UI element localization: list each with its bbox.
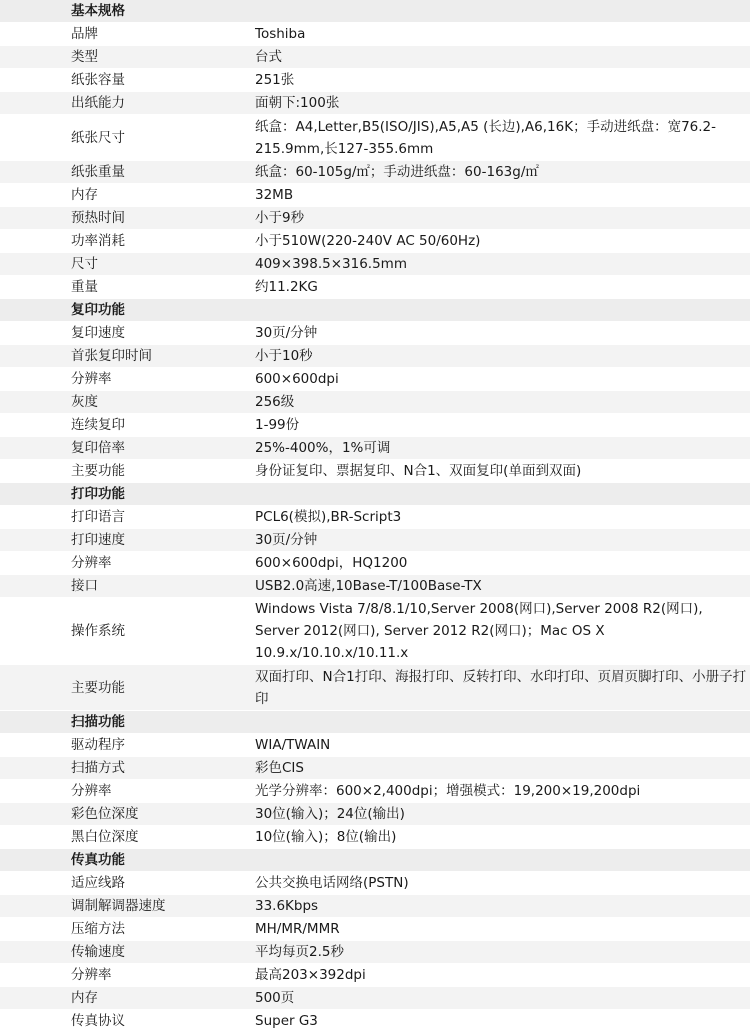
spec-label: 内存 — [0, 184, 251, 207]
spec-label: 类型 — [0, 46, 251, 69]
spec-value: 30页/分钟 — [251, 322, 750, 345]
spec-value: 小于9秒 — [251, 207, 750, 230]
spec-row — [0, 1010, 750, 1033]
spec-row — [0, 575, 750, 598]
spec-label: 品牌 — [0, 23, 251, 46]
spec-row — [0, 964, 750, 987]
section-title: 复印功能 — [0, 299, 251, 322]
spec-label: 内存 — [0, 987, 251, 1010]
section-title: 基本规格 — [0, 0, 251, 23]
spec-label: 纸张容量 — [0, 69, 251, 92]
spec-value: 251张 — [251, 69, 750, 92]
spec-row — [0, 780, 750, 803]
spec-label: 适应线路 — [0, 872, 251, 895]
spec-value: 约11.2KG — [251, 276, 750, 299]
spec-value: Windows Vista 7/8/8.1/10,Server 2008(网口),Server 2008 R2(网口), Server 2012(网口), Server 2012 R2(网口)；Mac OS X 10.9.x/10.10.x/10.11.x — [251, 598, 750, 665]
section-header — [0, 711, 750, 734]
spec-label: 打印速度 — [0, 529, 251, 552]
spec-row — [0, 941, 750, 964]
spec-value: 平均每页2.5秒 — [251, 941, 750, 964]
spec-value: MH/MR/MMR — [251, 918, 750, 941]
spec-label: 复印倍率 — [0, 437, 251, 460]
spec-row — [0, 23, 750, 46]
spec-value: 小于10秒 — [251, 345, 750, 368]
spec-label: 黑白位深度 — [0, 826, 251, 849]
spec-value: 彩色CIS — [251, 757, 750, 780]
spec-value: 25%-400%，1%可调 — [251, 437, 750, 460]
spec-value: 台式 — [251, 46, 750, 69]
spec-row — [0, 803, 750, 826]
spec-value: 600×600dpi，HQ1200 — [251, 552, 750, 575]
spec-value: WIA/TWAIN — [251, 734, 750, 757]
section-header-filler — [251, 483, 750, 506]
spec-row — [0, 161, 750, 184]
spec-label: 首张复印时间 — [0, 345, 251, 368]
spec-row — [0, 598, 750, 665]
spec-value: 10位(输入)；8位(输出) — [251, 826, 750, 849]
spec-label: 分辨率 — [0, 780, 251, 803]
spec-row — [0, 230, 750, 253]
spec-value: 纸盒：60-105g/㎡；手动进纸盘：60-163g/㎡ — [251, 161, 750, 184]
spec-row — [0, 665, 750, 711]
spec-label: 出纸能力 — [0, 92, 251, 115]
spec-label: 传真协议 — [0, 1010, 251, 1033]
spec-value: 33.6Kbps — [251, 895, 750, 918]
section-header — [0, 849, 750, 872]
spec-value: 双面打印、N合1打印、海报打印、反转打印、水印打印、页眉页脚打印、小册子打印 — [251, 665, 750, 711]
spec-label: 灰度 — [0, 391, 251, 414]
section-header — [0, 0, 750, 23]
spec-row — [0, 757, 750, 780]
spec-label: 分辨率 — [0, 368, 251, 391]
spec-value: 小于510W(220-240V AC 50/60Hz) — [251, 230, 750, 253]
spec-label: 主要功能 — [0, 665, 251, 711]
spec-label: 分辨率 — [0, 964, 251, 987]
section-header-filler — [251, 0, 750, 23]
spec-row — [0, 437, 750, 460]
spec-value: 30位(输入)；24位(输出) — [251, 803, 750, 826]
spec-row — [0, 345, 750, 368]
spec-label: 调制解调器速度 — [0, 895, 251, 918]
section-header — [0, 299, 750, 322]
spec-row — [0, 552, 750, 575]
spec-label: 操作系统 — [0, 598, 251, 665]
spec-label: 尺寸 — [0, 253, 251, 276]
spec-value: 光学分辨率：600×2,400dpi；增强模式：19,200×19,200dpi — [251, 780, 750, 803]
spec-value: 32MB — [251, 184, 750, 207]
spec-value: Toshiba — [251, 23, 750, 46]
spec-row — [0, 987, 750, 1010]
section-header-filler — [251, 711, 750, 734]
section-header — [0, 483, 750, 506]
spec-value: 公共交换电话网络(PSTN) — [251, 872, 750, 895]
spec-value: 409×398.5×316.5mm — [251, 253, 750, 276]
spec-label: 压缩方法 — [0, 918, 251, 941]
spec-row — [0, 207, 750, 230]
section-header-filler — [251, 299, 750, 322]
spec-value: 256级 — [251, 391, 750, 414]
spec-row — [0, 460, 750, 483]
spec-row — [0, 253, 750, 276]
spec-value: Super G3 — [251, 1010, 750, 1033]
spec-row — [0, 92, 750, 115]
spec-value: 面朝下:100张 — [251, 92, 750, 115]
spec-label: 打印语言 — [0, 506, 251, 529]
spec-value: 30页/分钟 — [251, 529, 750, 552]
spec-value: 1-99份 — [251, 414, 750, 437]
spec-row — [0, 414, 750, 437]
spec-label: 主要功能 — [0, 460, 251, 483]
spec-label: 分辨率 — [0, 552, 251, 575]
spec-label: 纸张尺寸 — [0, 115, 251, 161]
section-header-filler — [251, 849, 750, 872]
spec-label: 重量 — [0, 276, 251, 299]
section-title: 传真功能 — [0, 849, 251, 872]
spec-row — [0, 529, 750, 552]
spec-value: 纸盒：A4,Letter,B5(ISO/JIS),A5,A5 (长边),A6,16K；手动进纸盘：宽76.2-215.9mm,长127-355.6mm — [251, 115, 750, 161]
spec-row — [0, 734, 750, 757]
spec-row — [0, 872, 750, 895]
spec-value: 身份证复印、票据复印、N合1、双面复印(单面到双面) — [251, 460, 750, 483]
spec-label: 驱动程序 — [0, 734, 251, 757]
spec-row — [0, 184, 750, 207]
spec-row — [0, 368, 750, 391]
section-title: 扫描功能 — [0, 711, 251, 734]
spec-label: 预热时间 — [0, 207, 251, 230]
spec-label: 纸张重量 — [0, 161, 251, 184]
spec-label: 复印速度 — [0, 322, 251, 345]
spec-label: 接口 — [0, 575, 251, 598]
spec-row — [0, 826, 750, 849]
spec-label: 传输速度 — [0, 941, 251, 964]
spec-row — [0, 391, 750, 414]
spec-value: 最高203×392dpi — [251, 964, 750, 987]
spec-label: 扫描方式 — [0, 757, 251, 780]
spec-row — [0, 46, 750, 69]
spec-value: 500页 — [251, 987, 750, 1010]
spec-row — [0, 276, 750, 299]
spec-row — [0, 322, 750, 345]
spec-label: 功率消耗 — [0, 230, 251, 253]
spec-row — [0, 69, 750, 92]
spec-value: PCL6(模拟),BR-Script3 — [251, 506, 750, 529]
section-title: 打印功能 — [0, 483, 251, 506]
spec-value: USB2.0高速,10Base-T/100Base-TX — [251, 575, 750, 598]
spec-value: 600×600dpi — [251, 368, 750, 391]
spec-label: 连续复印 — [0, 414, 251, 437]
spec-row — [0, 115, 750, 161]
spec-row — [0, 506, 750, 529]
spec-row — [0, 895, 750, 918]
spec-row — [0, 918, 750, 941]
spec-label: 彩色位深度 — [0, 803, 251, 826]
